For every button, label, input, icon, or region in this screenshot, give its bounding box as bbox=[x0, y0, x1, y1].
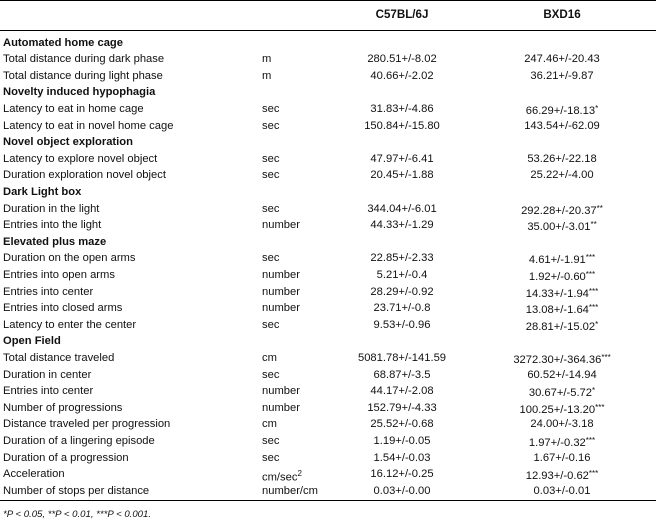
c57bl6j-value: 20.45+/-1.88 bbox=[370, 169, 434, 182]
measure-label: Duration on the open arms bbox=[3, 252, 136, 265]
table-row bbox=[0, 167, 656, 184]
unit-cell: sec bbox=[262, 119, 280, 132]
unit-cell: m bbox=[262, 53, 272, 66]
c57bl6j-value: 44.33+/-1.29 bbox=[370, 219, 434, 232]
bxd16-value-cell bbox=[510, 483, 614, 500]
section-heading: Dark Light box bbox=[3, 185, 82, 198]
bxd16-value-cell bbox=[510, 450, 614, 467]
bxd16-value: 30.67+/-5.72 bbox=[528, 387, 592, 400]
c57bl6j-value: 5081.78+/-141.59 bbox=[357, 351, 447, 364]
measure-label: Entries into closed arms bbox=[3, 302, 123, 315]
significance-marker: ** bbox=[596, 203, 603, 213]
column-header-c57bl6j: C57BL/6J bbox=[375, 8, 429, 21]
unit-cell: number bbox=[262, 302, 300, 315]
bxd16-value: 35.00+/-3.01 bbox=[527, 221, 591, 234]
bxd16-value: 1.92+/-0.60 bbox=[528, 270, 586, 283]
measure-label: Number of progressions bbox=[3, 401, 123, 414]
table-row bbox=[0, 250, 656, 267]
section-heading-row bbox=[0, 333, 656, 350]
measure-label: Duration of a lingering episode bbox=[3, 434, 155, 447]
column-header-bxd16: BXD16 bbox=[543, 8, 581, 21]
section-heading-row bbox=[0, 84, 656, 101]
bxd16-value-cell bbox=[510, 51, 614, 68]
c57bl6j-value: 68.87+/-3.5 bbox=[373, 368, 431, 381]
table-row bbox=[0, 416, 656, 433]
c57bl6j-value: 28.29+/-0.92 bbox=[370, 285, 434, 298]
measure-label: Distance traveled per progression bbox=[3, 418, 171, 431]
section-heading: Novel object exploration bbox=[3, 136, 133, 149]
bxd16-value: 28.81+/-15.02 bbox=[525, 320, 596, 333]
measure-label: Number of stops per distance bbox=[3, 484, 150, 497]
measure-label: Latency to explore novel object bbox=[3, 152, 158, 165]
section-heading: Novelty induced hypophagia bbox=[3, 86, 156, 99]
table-row bbox=[0, 101, 656, 118]
table-row bbox=[0, 267, 656, 284]
unit-cell: number bbox=[262, 285, 300, 298]
bxd16-value: 0.03+/-0.01 bbox=[533, 484, 591, 497]
table-row bbox=[0, 400, 656, 417]
table-row bbox=[0, 151, 656, 168]
unit-cell: sec bbox=[262, 451, 280, 464]
significance-marker: *** bbox=[585, 253, 596, 263]
significance-marker: *** bbox=[588, 469, 599, 479]
table-row bbox=[0, 317, 656, 334]
top-rule bbox=[0, 0, 656, 1]
unit-cell: number bbox=[262, 219, 300, 232]
bxd16-value: 1.67+/-0.16 bbox=[533, 451, 591, 464]
table-row bbox=[0, 367, 656, 384]
c57bl6j-value: 1.54+/-0.03 bbox=[373, 451, 431, 464]
bxd16-value: 1.97+/-0.32 bbox=[528, 436, 586, 449]
bxd16-value-cell bbox=[510, 416, 614, 433]
table-row bbox=[0, 383, 656, 400]
bxd16-value: 53.26+/-22.18 bbox=[527, 152, 597, 165]
table-row bbox=[0, 68, 656, 85]
table-row bbox=[0, 284, 656, 301]
c57bl6j-value: 31.83+/-4.86 bbox=[370, 102, 434, 115]
bxd16-value-cell bbox=[510, 367, 614, 384]
bxd16-value: 24.00+/-3.18 bbox=[530, 418, 594, 431]
measure-label: Duration exploration novel object bbox=[3, 169, 166, 182]
measure-label: Latency to eat in novel home cage bbox=[3, 119, 174, 132]
bxd16-value: 292.28+/-20.37 bbox=[521, 204, 597, 217]
unit-cell: $cm/\sec^2$ bbox=[262, 469, 302, 484]
significance-marker: *** bbox=[595, 402, 605, 412]
unit-cell: m bbox=[262, 69, 272, 82]
unit-cell: cm bbox=[262, 418, 277, 431]
measure-label: Duration of a progression bbox=[3, 451, 129, 464]
measure-label: Entries into the light bbox=[3, 219, 102, 232]
bxd16-value: 143.54+/-62.09 bbox=[524, 119, 600, 132]
section-heading: Elevated plus maze bbox=[3, 235, 107, 248]
unit-cell: sec bbox=[262, 368, 280, 381]
unit-cell: sec bbox=[262, 152, 280, 165]
significance-marker: * bbox=[595, 319, 599, 329]
unit-cell: sec bbox=[262, 252, 280, 265]
table-row bbox=[0, 466, 656, 483]
unit-cell: sec bbox=[262, 318, 280, 331]
c57bl6j-value: 47.97+/-6.41 bbox=[370, 152, 434, 165]
c57bl6j-value: 1.19+/-0.05 bbox=[373, 434, 431, 447]
bxd16-value-cell bbox=[510, 167, 614, 184]
c57bl6j-value: 9.53+/-0.96 bbox=[373, 318, 431, 331]
significance-marker: *** bbox=[585, 269, 596, 279]
measure-label: Total distance traveled bbox=[3, 351, 115, 364]
significance-marker: * bbox=[595, 103, 599, 113]
section-heading: Automated home cage bbox=[3, 36, 123, 49]
significance-marker: *** bbox=[588, 286, 599, 296]
measure-label: Entries into center bbox=[3, 385, 94, 398]
bxd16-value: 25.22+/-4.00 bbox=[530, 169, 594, 182]
c57bl6j-value: 23.71+/-0.8 bbox=[373, 302, 431, 315]
bxd16-value: 12.93+/-0.62 bbox=[525, 470, 589, 483]
bxd16-value-cell bbox=[510, 118, 614, 135]
measure-label: Entries into open arms bbox=[3, 268, 115, 281]
bxd16-value: 3272.30+/-364.36 bbox=[513, 353, 602, 366]
measure-label: Acceleration bbox=[3, 468, 65, 481]
c57bl6j-value: 25.52+/-0.68 bbox=[370, 418, 434, 431]
c57bl6j-value: 22.85+/-2.33 bbox=[370, 252, 434, 265]
bxd16-value: 60.52+/-14.94 bbox=[527, 368, 597, 381]
bxd16-value: 36.21+/-9.87 bbox=[530, 69, 594, 82]
section-heading-row bbox=[0, 134, 656, 151]
table-row bbox=[0, 433, 656, 450]
header-rule bbox=[0, 30, 656, 31]
unit-cell: sec bbox=[262, 102, 280, 115]
c57bl6j-value: 5.21+/-0.4 bbox=[376, 268, 428, 281]
measure-label: Latency to enter the center bbox=[3, 318, 137, 331]
unit-cell: sec bbox=[262, 169, 280, 182]
bxd16-value-cell bbox=[510, 68, 614, 85]
measure-label: Total distance during light phase bbox=[3, 69, 163, 82]
significance-marker: *** bbox=[588, 303, 599, 313]
section-heading-row bbox=[0, 234, 656, 251]
significance-marker: ** bbox=[590, 220, 597, 230]
measure-label: Total distance during dark phase bbox=[3, 53, 165, 66]
footnote: *P < 0.05, **P < 0.01, ***P < 0.001. bbox=[3, 509, 152, 520]
section-heading: Open Field bbox=[3, 335, 61, 348]
significance-marker: * bbox=[592, 386, 596, 396]
bxd16-value: 13.08+/-1.64 bbox=[525, 304, 589, 317]
table-row bbox=[0, 450, 656, 467]
c57bl6j-value: 40.66+/-2.02 bbox=[370, 69, 434, 82]
unit-cell: number bbox=[262, 401, 300, 414]
significance-marker: *** bbox=[601, 352, 611, 362]
table-row bbox=[0, 51, 656, 68]
bxd16-value-cell bbox=[510, 151, 614, 168]
bottom-rule bbox=[0, 500, 656, 501]
table-row bbox=[0, 118, 656, 135]
c57bl6j-value: 152.79+/-4.33 bbox=[367, 401, 437, 414]
bxd16-value: 247.46+/-20.43 bbox=[524, 53, 600, 66]
unit-cell: number/cm bbox=[262, 484, 318, 497]
c57bl6j-value: 280.51+/-8.02 bbox=[367, 53, 437, 66]
unit-cell: number bbox=[262, 385, 300, 398]
bxd16-value: 100.25+/-13.20 bbox=[519, 403, 596, 416]
c57bl6j-value: 0.03+/-0.00 bbox=[373, 484, 431, 497]
unit-cell: number bbox=[262, 268, 300, 281]
significance-marker: *** bbox=[585, 435, 596, 445]
section-heading-row bbox=[0, 35, 656, 52]
c57bl6j-value: 150.84+/-15.80 bbox=[364, 119, 440, 132]
bxd16-value: 14.33+/-1.94 bbox=[525, 287, 589, 300]
table-row bbox=[0, 217, 656, 234]
measure-label: Duration in center bbox=[3, 368, 92, 381]
unit-cell: sec bbox=[262, 202, 280, 215]
bxd16-value: 66.29+/-18.13 bbox=[525, 104, 596, 117]
unit-cell: sec bbox=[262, 434, 280, 447]
measure-label: Latency to eat in home cage bbox=[3, 102, 144, 115]
section-heading-row bbox=[0, 184, 656, 201]
table-row bbox=[0, 201, 656, 218]
c57bl6j-value: 16.12+/-0.25 bbox=[370, 468, 434, 481]
table-row bbox=[0, 483, 656, 500]
bxd16-value: 4.61+/-1.91 bbox=[528, 254, 586, 267]
measure-label: Entries into center bbox=[3, 285, 94, 298]
c57bl6j-value: 44.17+/-2.08 bbox=[370, 385, 434, 398]
unit-cell: cm bbox=[262, 351, 277, 364]
c57bl6j-value: 344.04+/-6.01 bbox=[367, 202, 437, 215]
table-row bbox=[0, 300, 656, 317]
table-row bbox=[0, 350, 656, 367]
measure-label: Duration in the light bbox=[3, 202, 100, 215]
